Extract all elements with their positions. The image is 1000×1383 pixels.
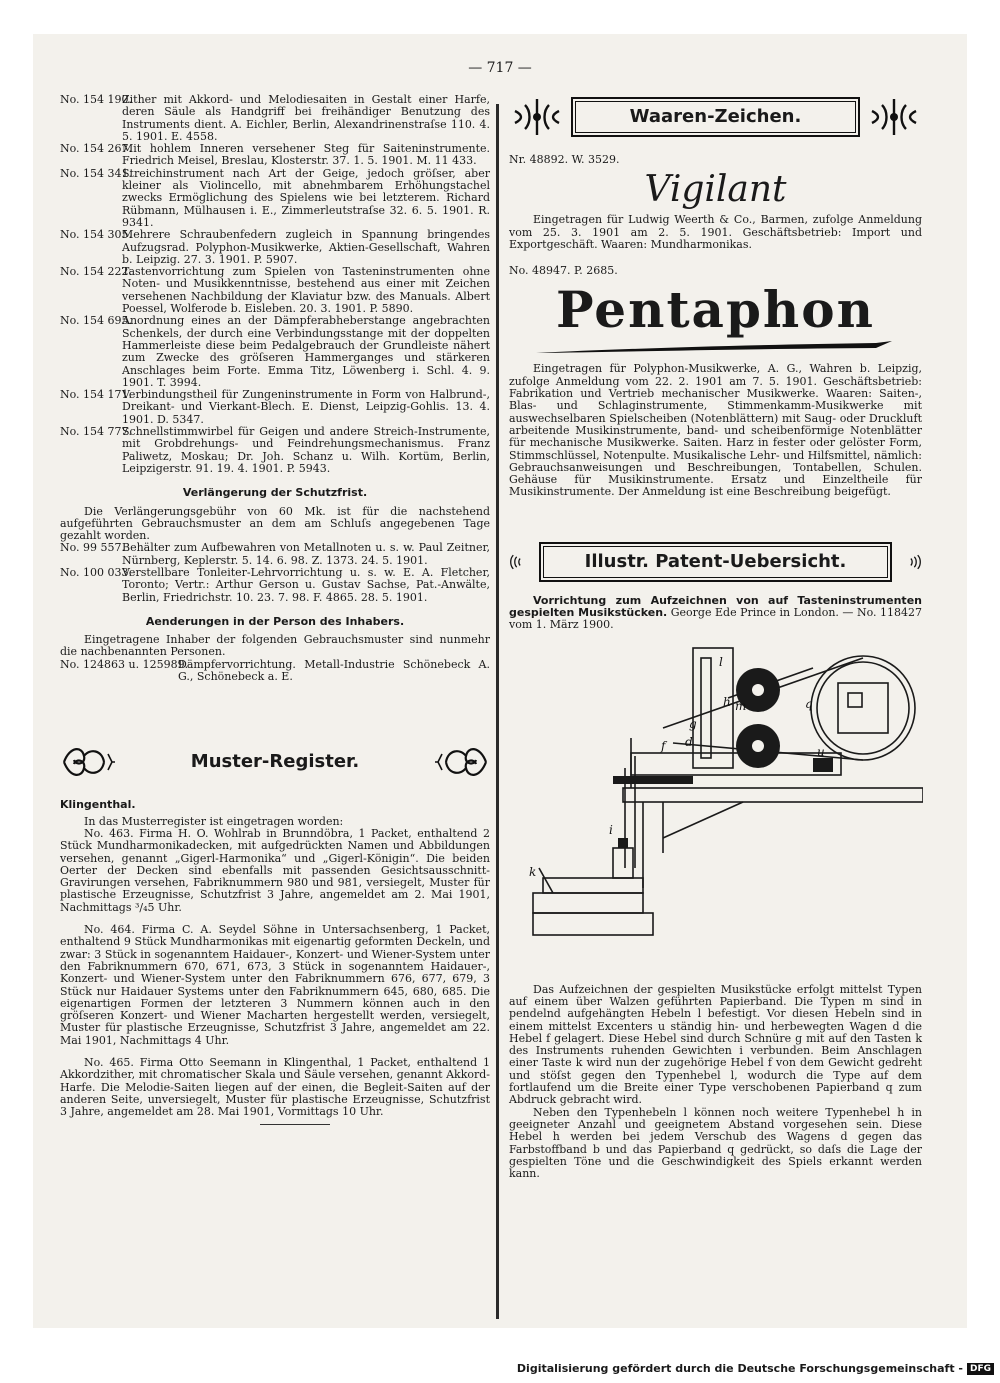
muster-register-banner [60, 739, 490, 785]
patent-uebersicht-banner [509, 539, 922, 585]
figure-label: q [805, 696, 813, 711]
patent-number: No. 154 341. [60, 166, 133, 180]
patent-number: No. 154 695. [60, 314, 133, 328]
entry-number: No. 99 557. [60, 541, 126, 555]
patent-text: Verbindungstheil für Zungeninstrumente in Form von Halbrund-, Dreikant- und Vierkant-Blech. E. Dienst, Leipzig-Gohlis. 13. 4. 1901. D. 5347. [122, 388, 490, 426]
ornament-left-icon [60, 742, 116, 782]
end-rule [260, 1124, 330, 1125]
figure-label: f [661, 738, 666, 753]
place-heading: Klingenthal. [60, 798, 136, 812]
patent-text: Tastenvorrichtung zum Spielen von Tasteninstrumenten ohne Noten- und Musikkenntnisse, bestehend aus einer mit Zeichen versehenen Nachbildung der Klaviatur bzw. des Manuals. Albert Poessel, Wolferode b. Eisleben. 20. 3. 1901. P. 5890. [122, 265, 490, 316]
patent-entry [60, 315, 490, 389]
trademark-ref: No. 48947. P. 2685. [509, 264, 618, 278]
article-paragraph: Das Aufzeichnen der gespielten Musikstücke erfolgt mittelst Typen auf einem über Walzen geführten Papierband. Die Typen m sind in pendelnd aufgehängten Hebeln l befestigt. Vor diesen Hebeln sind in einem mittelst Excenters u ständig hin- und herbewegten Wagen d die Hebel f gelagert. Diese Hebel sind durch Schnüre g mit auf den Tasten k des Instruments ruhenden Gewichten i verbunden. Beim Anschlagen einer Taste k wird nun der zugehörige Hebel f von dem Gewicht gedreht und stöſst gegen den Typenhebel l, wodurch die Type auf dem fortlaufend um die Breite einer Type verschobenen Papierband q zum Abdruck gebracht wird. [509, 982, 922, 1107]
patent-number: No. 154 190. [60, 93, 133, 106]
figure-label: g [689, 716, 697, 731]
patent-number: No. 154 777. [60, 425, 133, 439]
column-divider [496, 104, 499, 1319]
patent-text: Zither mit Akkord- und Melodiesaiten in Gestalt einer Harfe, deren Säule als Handgriff bei freihändiger Benutzung des Instruments dient. A. Eichler, Berlin, Alexandrinenstraſse 110. 4. 5. 1901. E. 4558. [122, 93, 490, 143]
figure-label: u [817, 744, 825, 759]
page-number: — 717 — [468, 60, 532, 76]
dfg-badge: DFG [967, 1363, 994, 1375]
entry-number: No. 124863 u. 125989. [60, 657, 189, 671]
banner-title: Muster-Register. [190, 751, 360, 773]
patent-entry [60, 143, 490, 168]
patent-number: No. 154 222. [60, 265, 133, 279]
right-column [509, 94, 922, 1180]
patent-entry [60, 389, 490, 426]
ornament-right-icon [434, 742, 490, 782]
patent-number: No. 154 171. [60, 388, 133, 402]
patent-text: Mit hohlem Inneren versehener Steg für Saiteninstrumente. Friedrich Meisel, Breslau, Klosterstr. 37. 1. 5. 1901. M. 11 433. [122, 142, 490, 168]
ornament-left-icon [509, 542, 533, 582]
ornament-right-icon [866, 97, 922, 137]
patent-entry [60, 94, 490, 143]
trademark-text: Eingetragen für Ludwig Weerth & Co., Barmen, zufolge Anmeldung vom 25. 3. 1901 am 2. 5. 1901. Geschäftsbetrieb: Import und Exportgeschäft. Waaren: Mundharmonikas. [509, 213, 922, 251]
entry-text: Dämpfervorrichtung. Metall-Industrie Schönebeck A. G., Schönebeck a. E. [178, 657, 490, 684]
patent-text: Schnellstimmwirbel für Geigen und andere Streich-Instrumente, mit Grobdrehungs- und Feindrehungsmechanismus. Franz Paliwetz, Moskau; Dr. Joh. Schanz u. Wilh. Kortüm, Berlin, Leipzigerstr. 91. 19. 4. 1901. P. 5943. [122, 425, 490, 475]
article-header [509, 595, 922, 632]
waaren-zeichen-banner [509, 94, 922, 140]
patent-text: Streichinstrument nach Art der Geige, jedoch gröſser, aber kleiner als Violincello, mit abnehmbarem Erhöhungstachel zwecks Ermöglichung des Spielens wie bei letzterem. Richard Rübmann, Mülhausen i. E., Zimmerleutstraſse 32. 6. 5. 1901. R. 9341. [122, 166, 490, 229]
entry-number: No. 100 033. [60, 565, 133, 579]
patent-list [60, 94, 490, 475]
patent-entry [60, 229, 490, 266]
verlaengerung-intro: Die Verlängerungsgebühr von 60 Mk. ist für die nachstehend aufgeführten Gebrauchsmuster an dem am Schluſs angegebenen Tage gezahlt worden. [60, 504, 490, 543]
figure-label: l [719, 654, 723, 669]
figure-label: i [609, 822, 613, 837]
figure-label: k [529, 864, 537, 879]
verlaengerung-entry [60, 542, 490, 567]
figure-label: h [723, 694, 731, 709]
entry-text: Verstellbare Tonleiter-Lehrvorrichtung u. s. w. E. A. Fletcher, Toronto; Vertr.: Arthur Gerson u. Gustav Sachse, Pat.-Anwälte, Berlin, Friedrichstr. 10. 23. 7. 98. F. 4865. 28. 5. 1901. [122, 565, 490, 604]
trademark-vigilant: Vigilant [644, 169, 787, 211]
banner-title: Waaren-Zeichen. [571, 97, 860, 137]
patent-entry [60, 266, 490, 315]
register-entry: No. 465. Firma Otto Seemann in Klingenthal, 1 Packet, enthaltend 1 Akkordzither, mit chromatischer Skala und Säule versehen, genannt Akkord-Harfe. Die Melodie-Saiten liegen auf der einen, die Begleit-Saiten auf der anderen Seite, unversiegelt, Muster für plastische Erzeugnisse, Schutzfrist 3 Jahre, angemeldet am 28. Mai 1901, Vormittags 10 Uhr. [60, 1056, 490, 1119]
patent-text: Anordnung eines an der Dämpferabheberstange angebrachten Schenkels, der durch eine Verbindungsstange mit der doppelten Hammerleiste diese beim Pedalgebrauch der Grundleiste nähert zum Zwecke des gröſseren Hammerganges und stärkeren Anschlages beim Forte. Emma Titz, Löwenberg i. Schl. 4. 9. 1901. T. 3994. [122, 314, 490, 389]
article-title: Vorrichtung zum Aufzeichnen von auf Tasteninstrumenten gespielten Musikstücken. [509, 593, 922, 620]
trademark-text: Eingetragen für Polyphon-Musikwerke, A. G., Wahren b. Leipzig, zufolge Anmeldung vom 22. 2. 1901 am 7. 5. 1901. Geschäftsbetrieb: Fabrikation und Vertrieb mechanischer Musikwerke. Waaren: Saiten-, Blas- und Schlaginstrumente, Stimmenkamm-Musikwerke mit auswechselbaren Spielscheiben (Notenblättern) mit Saug- oder Druckluft arbeitende Musikinstrumente, band- und scheibenförmige Notenblätter für mechanische Musikwerke. Saiten. Harz in fester oder gelöster Form, Stimmschlüssel, Notenpulte. Musikalische Lehr- und Hilfsmittel, nämlich: Gebrauchsanweisungen und Beschreibungen, Tontabellen, Schulen. Gehäuse für Musikinstrumente. Ersatz und Einzeltheile für Musikinstrumente. Der Anmeldung ist eine Beschreibung beigefügt. [509, 362, 922, 499]
patent-entry [60, 168, 490, 229]
article-paragraph: Neben den Typenhebeln l können noch weitere Typenhebel h in geeigneter Anzahl und geeignetem Abstand vorgesehen sein. Diese Hebel h werden bei jedem Verschub des Wagens d gegen das Farbstoffband b und das Papierband q gedrückt, so daſs die Lage der gespielten Töne und die Geschwindigkeit des Spiels erkannt werden kann. [509, 1105, 922, 1181]
patent-text: Mehrere Schraubenfedern zugleich in Spannung bringendes Aufzugsrad. Polyphon-Musikwerke, Aktien-Gesellschaft, Wahren b. Leipzig. 27. 3. 1901. P. 5907. [122, 228, 490, 266]
digitization-credit [517, 1362, 994, 1375]
section-heading-aenderungen: Aenderungen in der Person des Inhabers. [145, 614, 405, 628]
register-entry: No. 463. Firma H. O. Wohlrab in Brunndöbra, 1 Packet, enthaltend 2 Stück Mundharmonikadecken, mit aufgedrückten Namen und Abbildungen versehen, genannt „Gigerl-Harmonika“ und „Gigerl-Königin“. Die beiden Oerter der Decken sind ebenfalls mit passenden Gesichtsausschnitt-Gravirungen versehen, Fabriknummern 980 und 981, versiegelt, Muster für plastische Erzeugnisse, Schutzfrist 3 Jahre, angemeldet am 2. Mai 1901, Nachmittags ³/₄5 Uhr. [60, 826, 490, 914]
trademark-pentaphon: Pentaphon [556, 280, 875, 340]
left-column [60, 94, 490, 1125]
register-entry: No. 464. Firma C. A. Seydel Söhne in Untersachsenberg, 1 Packet, enthaltend 9 Stück Mundharmonikas mit eigenartig geformten Deckeln, und zwar: 3 Stück in sogenanntem Haidauer-, Konzert- und Wiener-System unter den Fabriknummern 670, 671, 673, 3 Stück in sogenanntem Haidauer-, Konzert- und Wiener-System unter den Fabriknummern 676, 677, 679, 3 Stück nur Haidauer Systems unter den Fabriknummern 645, 680, 685. Die eigenartigen Formen der letzteren 3 Nummern können auch in den gröſseren Konzert- und Wiener Macharten hergestellt werden, versiegelt, Muster für plastische Erzeugnisse, Schutzfrist 3 Jahre, angemeldet am 22. Mai 1901, Nachmittags 4 Uhr. [60, 923, 490, 1047]
verlaengerung-entry [60, 567, 490, 604]
trademark-ref: Nr. 48892. W. 3529. [509, 153, 620, 166]
patent-number: No. 154 267. [60, 142, 133, 156]
entry-text: Behälter zum Aufbewahren von Metallnoten u. s. w. Paul Zeitner, Nürnberg, Keplerstr. 5. 14. 6. 98. Z. 1373. 24. 5. 1901. [122, 541, 490, 567]
patent-number: No. 154 305. [60, 228, 133, 242]
section-heading-verlaengerung: Verlängerung der Schutzfrist. [182, 486, 368, 500]
banner-title: Illustr. Patent-Uebersicht. [539, 542, 892, 582]
article-meta: George Ede Prince in London. — No. 118427 vom 1. März 1900. [509, 606, 923, 632]
swoosh-underline-icon [536, 339, 896, 355]
figure-label: m [735, 698, 747, 713]
scanned-page [33, 34, 967, 1328]
patent-figure [513, 638, 923, 978]
patent-entry [60, 426, 490, 475]
aenderungen-entry [60, 659, 490, 684]
figure-label: d [685, 734, 693, 749]
register-intro: In das Musterregister ist eingetragen worden: [84, 814, 344, 828]
aenderungen-intro: Eingetragene Inhaber der folgenden Gebrauchsmuster sind nunmehr die nachbenannten Personen. [60, 633, 490, 659]
ornament-right-icon [898, 542, 922, 582]
credit-text: Digitalisierung gefördert durch die Deutsche Forschungsgemeinschaft - [516, 1362, 963, 1375]
ornament-left-icon [509, 97, 565, 137]
